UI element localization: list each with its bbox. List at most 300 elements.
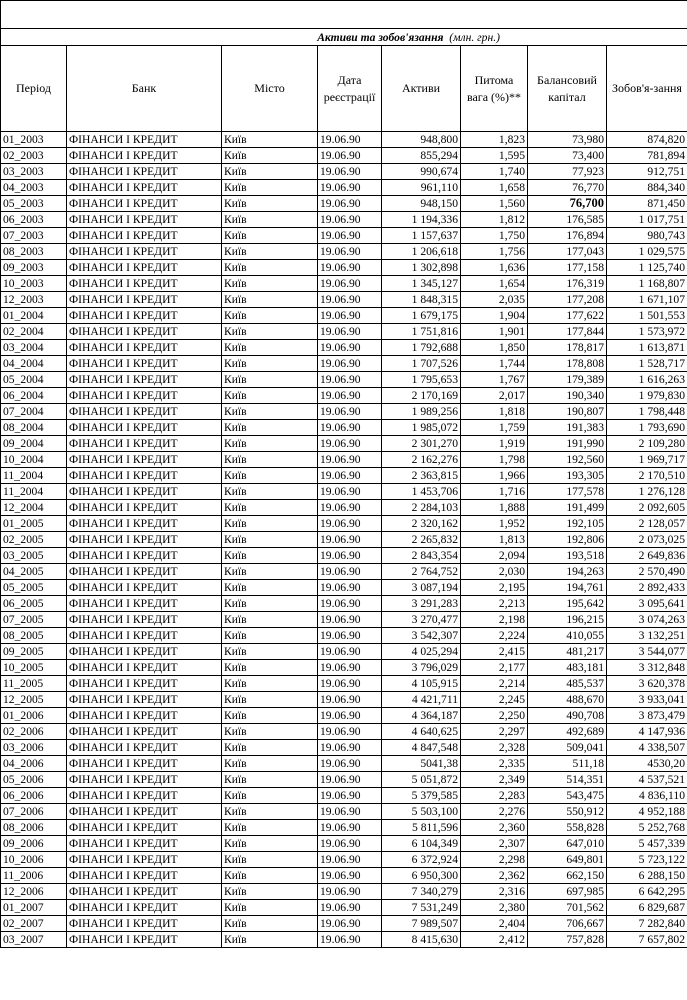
cell-period: 09_2005 bbox=[1, 644, 67, 660]
cell-assets: 948,800 bbox=[382, 132, 461, 148]
cell-capital: 77,923 bbox=[528, 164, 607, 180]
header-city: Місто bbox=[222, 46, 318, 132]
cell-city: Київ bbox=[222, 532, 318, 548]
cell-bank: ФІНАНСИ І КРЕДИТ bbox=[67, 836, 222, 852]
cell-city: Київ bbox=[222, 772, 318, 788]
cell-city: Київ bbox=[222, 388, 318, 404]
cell-city: Київ bbox=[222, 132, 318, 148]
cell-period: 04_2006 bbox=[1, 756, 67, 772]
cell-period: 04_2004 bbox=[1, 356, 67, 372]
table-title: Активи та зобов'язання bbox=[317, 30, 444, 44]
header-assets: Активи bbox=[382, 46, 461, 132]
cell-assets: 4 847,548 bbox=[382, 740, 461, 756]
cell-period: 04_2005 bbox=[1, 564, 67, 580]
cell-capital: 196,215 bbox=[528, 612, 607, 628]
cell-bank: ФІНАНСИ І КРЕДИТ bbox=[67, 244, 222, 260]
cell-period: 01_2007 bbox=[1, 900, 67, 916]
cell-date: 19.06.90 bbox=[318, 548, 382, 564]
table-row bbox=[1, 788, 687, 804]
cell-capital: 558,828 bbox=[528, 820, 607, 836]
table-row bbox=[1, 740, 687, 756]
cell-share: 2,245 bbox=[461, 692, 528, 708]
cell-assets: 5 379,585 bbox=[382, 788, 461, 804]
cell-period: 02_2007 bbox=[1, 916, 67, 932]
table-row bbox=[1, 724, 687, 740]
cell-assets: 1 751,816 bbox=[382, 324, 461, 340]
top-blank-row bbox=[1, 1, 687, 29]
cell-bank: ФІНАНСИ І КРЕДИТ bbox=[67, 660, 222, 676]
table-row bbox=[1, 564, 687, 580]
cell-capital: 543,475 bbox=[528, 788, 607, 804]
cell-liabilities: 3 933,041 bbox=[607, 692, 687, 708]
cell-city: Київ bbox=[222, 484, 318, 500]
cell-liabilities: 1 798,448 bbox=[607, 404, 687, 420]
cell-bank: ФІНАНСИ І КРЕДИТ bbox=[67, 708, 222, 724]
cell-assets: 1 302,898 bbox=[382, 260, 461, 276]
cell-liabilities: 871,450 bbox=[607, 196, 687, 212]
cell-period: 10_2005 bbox=[1, 660, 67, 676]
table-row bbox=[1, 932, 687, 948]
cell-date: 19.06.90 bbox=[318, 916, 382, 932]
cell-liabilities: 4 338,507 bbox=[607, 740, 687, 756]
cell-liabilities: 1 979,830 bbox=[607, 388, 687, 404]
cell-bank: ФІНАНСИ І КРЕДИТ bbox=[67, 644, 222, 660]
cell-share: 1,750 bbox=[461, 228, 528, 244]
cell-liabilities: 1 573,972 bbox=[607, 324, 687, 340]
cell-period: 01_2004 bbox=[1, 308, 67, 324]
cell-assets: 3 291,283 bbox=[382, 596, 461, 612]
cell-bank: ФІНАНСИ І КРЕДИТ bbox=[67, 500, 222, 516]
cell-assets: 961,110 bbox=[382, 180, 461, 196]
cell-city: Київ bbox=[222, 676, 318, 692]
table-row bbox=[1, 196, 687, 212]
cell-liabilities: 912,751 bbox=[607, 164, 687, 180]
cell-city: Київ bbox=[222, 756, 318, 772]
cell-period: 10_2006 bbox=[1, 852, 67, 868]
cell-date: 19.06.90 bbox=[318, 564, 382, 580]
cell-bank: ФІНАНСИ І КРЕДИТ bbox=[67, 564, 222, 580]
cell-assets: 3 796,029 bbox=[382, 660, 461, 676]
cell-date: 19.06.90 bbox=[318, 388, 382, 404]
cell-share: 2,297 bbox=[461, 724, 528, 740]
table-row bbox=[1, 164, 687, 180]
cell-city: Київ bbox=[222, 820, 318, 836]
cell-assets: 1 848,315 bbox=[382, 292, 461, 308]
cell-capital: 193,305 bbox=[528, 468, 607, 484]
cell-assets: 4 364,187 bbox=[382, 708, 461, 724]
cell-liabilities: 2 892,433 bbox=[607, 580, 687, 596]
table-row bbox=[1, 628, 687, 644]
cell-city: Київ bbox=[222, 740, 318, 756]
table-row bbox=[1, 356, 687, 372]
cell-date: 19.06.90 bbox=[318, 788, 382, 804]
cell-assets: 6 372,924 bbox=[382, 852, 461, 868]
cell-bank: ФІНАНСИ І КРЕДИТ bbox=[67, 260, 222, 276]
table-row bbox=[1, 804, 687, 820]
cell-capital: 177,622 bbox=[528, 308, 607, 324]
cell-date: 19.06.90 bbox=[318, 164, 382, 180]
cell-date: 19.06.90 bbox=[318, 132, 382, 148]
cell-assets: 6 950,300 bbox=[382, 868, 461, 884]
cell-city: Київ bbox=[222, 516, 318, 532]
cell-share: 2,224 bbox=[461, 628, 528, 644]
header-date: Дата реєстрації bbox=[318, 46, 382, 132]
cell-date: 19.06.90 bbox=[318, 628, 382, 644]
cell-city: Київ bbox=[222, 404, 318, 420]
cell-period: 04_2003 bbox=[1, 180, 67, 196]
cell-bank: ФІНАНСИ І КРЕДИТ bbox=[67, 740, 222, 756]
cell-bank: ФІНАНСИ І КРЕДИТ bbox=[67, 468, 222, 484]
cell-liabilities: 2 649,836 bbox=[607, 548, 687, 564]
cell-period: 11_2004 bbox=[1, 484, 67, 500]
cell-bank: ФІНАНСИ І КРЕДИТ bbox=[67, 788, 222, 804]
cell-liabilities: 1 969,717 bbox=[607, 452, 687, 468]
cell-date: 19.06.90 bbox=[318, 676, 382, 692]
cell-share: 2,214 bbox=[461, 676, 528, 692]
cell-date: 19.06.90 bbox=[318, 852, 382, 868]
table-row bbox=[1, 292, 687, 308]
cell-capital: 177,578 bbox=[528, 484, 607, 500]
cell-bank: ФІНАНСИ І КРЕДИТ bbox=[67, 372, 222, 388]
cell-city: Київ bbox=[222, 868, 318, 884]
header-liabilities: Зобов'я-зання bbox=[607, 46, 687, 132]
table-row bbox=[1, 708, 687, 724]
cell-capital: 176,319 bbox=[528, 276, 607, 292]
cell-city: Київ bbox=[222, 900, 318, 916]
cell-bank: ФІНАНСИ І КРЕДИТ bbox=[67, 404, 222, 420]
cell-share: 1,888 bbox=[461, 500, 528, 516]
title-row bbox=[1, 29, 687, 46]
cell-period: 11_2006 bbox=[1, 868, 67, 884]
cell-capital: 194,263 bbox=[528, 564, 607, 580]
cell-liabilities: 6 642,295 bbox=[607, 884, 687, 900]
cell-period: 05_2005 bbox=[1, 580, 67, 596]
cell-assets: 2 170,169 bbox=[382, 388, 461, 404]
cell-bank: ФІНАНСИ І КРЕДИТ bbox=[67, 276, 222, 292]
header-share: Питома вага (%)** bbox=[461, 46, 528, 132]
cell-date: 19.06.90 bbox=[318, 612, 382, 628]
cell-capital: 178,808 bbox=[528, 356, 607, 372]
cell-city: Київ bbox=[222, 548, 318, 564]
cell-period: 06_2003 bbox=[1, 212, 67, 228]
table-row bbox=[1, 612, 687, 628]
cell-share: 2,412 bbox=[461, 932, 528, 948]
cell-city: Київ bbox=[222, 452, 318, 468]
cell-liabilities: 4 537,521 bbox=[607, 772, 687, 788]
table-row bbox=[1, 884, 687, 900]
cell-date: 19.06.90 bbox=[318, 196, 382, 212]
cell-date: 19.06.90 bbox=[318, 372, 382, 388]
header-row bbox=[1, 46, 687, 132]
cell-bank: ФІНАНСИ І КРЕДИТ bbox=[67, 164, 222, 180]
cell-period: 10_2003 bbox=[1, 276, 67, 292]
cell-city: Київ bbox=[222, 212, 318, 228]
cell-city: Київ bbox=[222, 788, 318, 804]
table-row bbox=[1, 420, 687, 436]
cell-period: 06_2006 bbox=[1, 788, 67, 804]
cell-liabilities: 6 288,150 bbox=[607, 868, 687, 884]
cell-period: 03_2006 bbox=[1, 740, 67, 756]
cell-city: Київ bbox=[222, 580, 318, 596]
cell-share: 2,349 bbox=[461, 772, 528, 788]
cell-bank: ФІНАНСИ І КРЕДИТ bbox=[67, 548, 222, 564]
cell-period: 05_2006 bbox=[1, 772, 67, 788]
cell-date: 19.06.90 bbox=[318, 900, 382, 916]
cell-bank: ФІНАНСИ І КРЕДИТ bbox=[67, 292, 222, 308]
cell-city: Київ bbox=[222, 196, 318, 212]
cell-city: Київ bbox=[222, 148, 318, 164]
cell-period: 03_2005 bbox=[1, 548, 67, 564]
cell-capital: 190,807 bbox=[528, 404, 607, 420]
cell-liabilities: 7 282,840 bbox=[607, 916, 687, 932]
cell-liabilities: 3 873,479 bbox=[607, 708, 687, 724]
cell-liabilities: 3 095,641 bbox=[607, 596, 687, 612]
cell-assets: 2 764,752 bbox=[382, 564, 461, 580]
cell-liabilities: 1 501,553 bbox=[607, 308, 687, 324]
cell-share: 2,030 bbox=[461, 564, 528, 580]
cell-city: Київ bbox=[222, 244, 318, 260]
cell-liabilities: 1 017,751 bbox=[607, 212, 687, 228]
cell-period: 10_2004 bbox=[1, 452, 67, 468]
cell-date: 19.06.90 bbox=[318, 180, 382, 196]
cell-liabilities: 7 657,802 bbox=[607, 932, 687, 948]
table-row bbox=[1, 916, 687, 932]
cell-city: Київ bbox=[222, 356, 318, 372]
cell-period: 11_2004 bbox=[1, 468, 67, 484]
cell-date: 19.06.90 bbox=[318, 772, 382, 788]
cell-capital: 492,689 bbox=[528, 724, 607, 740]
cell-bank: ФІНАНСИ І КРЕДИТ bbox=[67, 420, 222, 436]
cell-share: 1,823 bbox=[461, 132, 528, 148]
cell-share: 1,767 bbox=[461, 372, 528, 388]
table-row bbox=[1, 516, 687, 532]
table-row bbox=[1, 500, 687, 516]
cell-city: Київ bbox=[222, 916, 318, 932]
table-unit: (млн. грн.) bbox=[449, 30, 500, 44]
cell-bank: ФІНАНСИ І КРЕДИТ bbox=[67, 180, 222, 196]
cell-city: Київ bbox=[222, 340, 318, 356]
cell-bank: ФІНАНСИ І КРЕДИТ bbox=[67, 676, 222, 692]
cell-capital: 483,181 bbox=[528, 660, 607, 676]
cell-assets: 990,674 bbox=[382, 164, 461, 180]
cell-period: 02_2003 bbox=[1, 148, 67, 164]
cell-capital: 191,499 bbox=[528, 500, 607, 516]
cell-assets: 1 795,653 bbox=[382, 372, 461, 388]
cell-bank: ФІНАНСИ І КРЕДИТ bbox=[67, 212, 222, 228]
cell-date: 19.06.90 bbox=[318, 868, 382, 884]
cell-date: 19.06.90 bbox=[318, 596, 382, 612]
cell-period: 12_2006 bbox=[1, 884, 67, 900]
table-row bbox=[1, 372, 687, 388]
cell-assets: 2 320,162 bbox=[382, 516, 461, 532]
cell-bank: ФІНАНСИ І КРЕДИТ bbox=[67, 628, 222, 644]
cell-city: Київ bbox=[222, 564, 318, 580]
top-blank-cell bbox=[1, 1, 687, 29]
cell-share: 1,654 bbox=[461, 276, 528, 292]
cell-liabilities: 3 074,263 bbox=[607, 612, 687, 628]
cell-share: 1,966 bbox=[461, 468, 528, 484]
cell-assets: 2 265,832 bbox=[382, 532, 461, 548]
cell-share: 1,813 bbox=[461, 532, 528, 548]
cell-share: 2,094 bbox=[461, 548, 528, 564]
cell-date: 19.06.90 bbox=[318, 500, 382, 516]
table-row bbox=[1, 180, 687, 196]
cell-share: 2,177 bbox=[461, 660, 528, 676]
cell-capital: 76,700 bbox=[528, 196, 607, 212]
cell-assets: 5 811,596 bbox=[382, 820, 461, 836]
cell-assets: 1 157,637 bbox=[382, 228, 461, 244]
cell-city: Київ bbox=[222, 436, 318, 452]
cell-share: 2,283 bbox=[461, 788, 528, 804]
cell-capital: 697,985 bbox=[528, 884, 607, 900]
cell-capital: 177,043 bbox=[528, 244, 607, 260]
cell-assets: 1 985,072 bbox=[382, 420, 461, 436]
table-row bbox=[1, 580, 687, 596]
table-row bbox=[1, 644, 687, 660]
cell-city: Київ bbox=[222, 852, 318, 868]
cell-bank: ФІНАНСИ І КРЕДИТ bbox=[67, 932, 222, 948]
cell-liabilities: 3 132,251 bbox=[607, 628, 687, 644]
cell-city: Київ bbox=[222, 644, 318, 660]
cell-share: 1,658 bbox=[461, 180, 528, 196]
table-row bbox=[1, 468, 687, 484]
cell-date: 19.06.90 bbox=[318, 756, 382, 772]
header-bank: Банк bbox=[67, 46, 222, 132]
cell-city: Київ bbox=[222, 420, 318, 436]
cell-date: 19.06.90 bbox=[318, 404, 382, 420]
cell-capital: 73,980 bbox=[528, 132, 607, 148]
cell-period: 05_2003 bbox=[1, 196, 67, 212]
cell-share: 1,952 bbox=[461, 516, 528, 532]
cell-period: 05_2004 bbox=[1, 372, 67, 388]
cell-city: Київ bbox=[222, 596, 318, 612]
cell-liabilities: 1 276,128 bbox=[607, 484, 687, 500]
cell-assets: 1 679,175 bbox=[382, 308, 461, 324]
cell-city: Київ bbox=[222, 308, 318, 324]
cell-city: Київ bbox=[222, 932, 318, 948]
cell-capital: 194,761 bbox=[528, 580, 607, 596]
table-title-cell bbox=[1, 29, 687, 46]
cell-capital: 481,217 bbox=[528, 644, 607, 660]
cell-bank: ФІНАНСИ І КРЕДИТ bbox=[67, 340, 222, 356]
cell-assets: 1 989,256 bbox=[382, 404, 461, 420]
cell-date: 19.06.90 bbox=[318, 532, 382, 548]
cell-period: 02_2006 bbox=[1, 724, 67, 740]
cell-capital: 485,537 bbox=[528, 676, 607, 692]
cell-date: 19.06.90 bbox=[318, 708, 382, 724]
cell-city: Київ bbox=[222, 500, 318, 516]
cell-share: 2,250 bbox=[461, 708, 528, 724]
cell-liabilities: 1 029,575 bbox=[607, 244, 687, 260]
cell-city: Київ bbox=[222, 276, 318, 292]
cell-date: 19.06.90 bbox=[318, 644, 382, 660]
cell-liabilities: 2 128,057 bbox=[607, 516, 687, 532]
cell-capital: 192,806 bbox=[528, 532, 607, 548]
cell-share: 2,198 bbox=[461, 612, 528, 628]
cell-capital: 190,340 bbox=[528, 388, 607, 404]
cell-bank: ФІНАНСИ І КРЕДИТ bbox=[67, 612, 222, 628]
cell-capital: 509,041 bbox=[528, 740, 607, 756]
cell-date: 19.06.90 bbox=[318, 516, 382, 532]
cell-date: 19.06.90 bbox=[318, 836, 382, 852]
cell-date: 19.06.90 bbox=[318, 740, 382, 756]
cell-period: 06_2004 bbox=[1, 388, 67, 404]
cell-capital: 179,389 bbox=[528, 372, 607, 388]
cell-share: 2,335 bbox=[461, 756, 528, 772]
table-row bbox=[1, 244, 687, 260]
cell-assets: 1 206,618 bbox=[382, 244, 461, 260]
cell-assets: 4 105,915 bbox=[382, 676, 461, 692]
cell-bank: ФІНАНСИ І КРЕДИТ bbox=[67, 324, 222, 340]
cell-capital: 511,18 bbox=[528, 756, 607, 772]
cell-capital: 662,150 bbox=[528, 868, 607, 884]
table-row bbox=[1, 324, 687, 340]
cell-bank: ФІНАНСИ І КРЕДИТ bbox=[67, 388, 222, 404]
cell-share: 2,035 bbox=[461, 292, 528, 308]
cell-city: Київ bbox=[222, 372, 318, 388]
table-row bbox=[1, 148, 687, 164]
cell-share: 1,756 bbox=[461, 244, 528, 260]
cell-assets: 1 792,688 bbox=[382, 340, 461, 356]
cell-date: 19.06.90 bbox=[318, 356, 382, 372]
cell-date: 19.06.90 bbox=[318, 484, 382, 500]
cell-bank: ФІНАНСИ І КРЕДИТ bbox=[67, 436, 222, 452]
cell-share: 2,276 bbox=[461, 804, 528, 820]
cell-capital: 177,844 bbox=[528, 324, 607, 340]
cell-city: Київ bbox=[222, 628, 318, 644]
cell-liabilities: 2 570,490 bbox=[607, 564, 687, 580]
cell-assets: 2 363,815 bbox=[382, 468, 461, 484]
cell-period: 01_2006 bbox=[1, 708, 67, 724]
cell-city: Київ bbox=[222, 836, 318, 852]
cell-bank: ФІНАНСИ І КРЕДИТ bbox=[67, 580, 222, 596]
cell-bank: ФІНАНСИ І КРЕДИТ bbox=[67, 756, 222, 772]
cell-bank: ФІНАНСИ І КРЕДИТ bbox=[67, 532, 222, 548]
cell-assets: 855,294 bbox=[382, 148, 461, 164]
cell-assets: 4 640,625 bbox=[382, 724, 461, 740]
cell-share: 2,307 bbox=[461, 836, 528, 852]
cell-city: Київ bbox=[222, 468, 318, 484]
cell-date: 19.06.90 bbox=[318, 452, 382, 468]
header-capital: Балансовий капітал bbox=[528, 46, 607, 132]
cell-city: Київ bbox=[222, 228, 318, 244]
table-row bbox=[1, 260, 687, 276]
table-row bbox=[1, 388, 687, 404]
cell-bank: ФІНАНСИ І КРЕДИТ bbox=[67, 196, 222, 212]
cell-bank: ФІНАНСИ І КРЕДИТ bbox=[67, 516, 222, 532]
cell-period: 09_2006 bbox=[1, 836, 67, 852]
cell-capital: 73,400 bbox=[528, 148, 607, 164]
cell-period: 02_2004 bbox=[1, 324, 67, 340]
cell-bank: ФІНАНСИ І КРЕДИТ bbox=[67, 916, 222, 932]
cell-period: 08_2003 bbox=[1, 244, 67, 260]
cell-liabilities: 2 092,605 bbox=[607, 500, 687, 516]
cell-period: 07_2003 bbox=[1, 228, 67, 244]
cell-period: 01_2005 bbox=[1, 516, 67, 532]
cell-assets: 5041,38 bbox=[382, 756, 461, 772]
cell-assets: 1 345,127 bbox=[382, 276, 461, 292]
cell-period: 03_2004 bbox=[1, 340, 67, 356]
cell-capital: 706,667 bbox=[528, 916, 607, 932]
cell-date: 19.06.90 bbox=[318, 804, 382, 820]
cell-share: 1,716 bbox=[461, 484, 528, 500]
cell-assets: 3 270,477 bbox=[382, 612, 461, 628]
cell-period: 08_2005 bbox=[1, 628, 67, 644]
cell-bank: ФІНАНСИ І КРЕДИТ bbox=[67, 452, 222, 468]
cell-date: 19.06.90 bbox=[318, 308, 382, 324]
cell-assets: 2 843,354 bbox=[382, 548, 461, 564]
cell-bank: ФІНАНСИ І КРЕДИТ bbox=[67, 772, 222, 788]
